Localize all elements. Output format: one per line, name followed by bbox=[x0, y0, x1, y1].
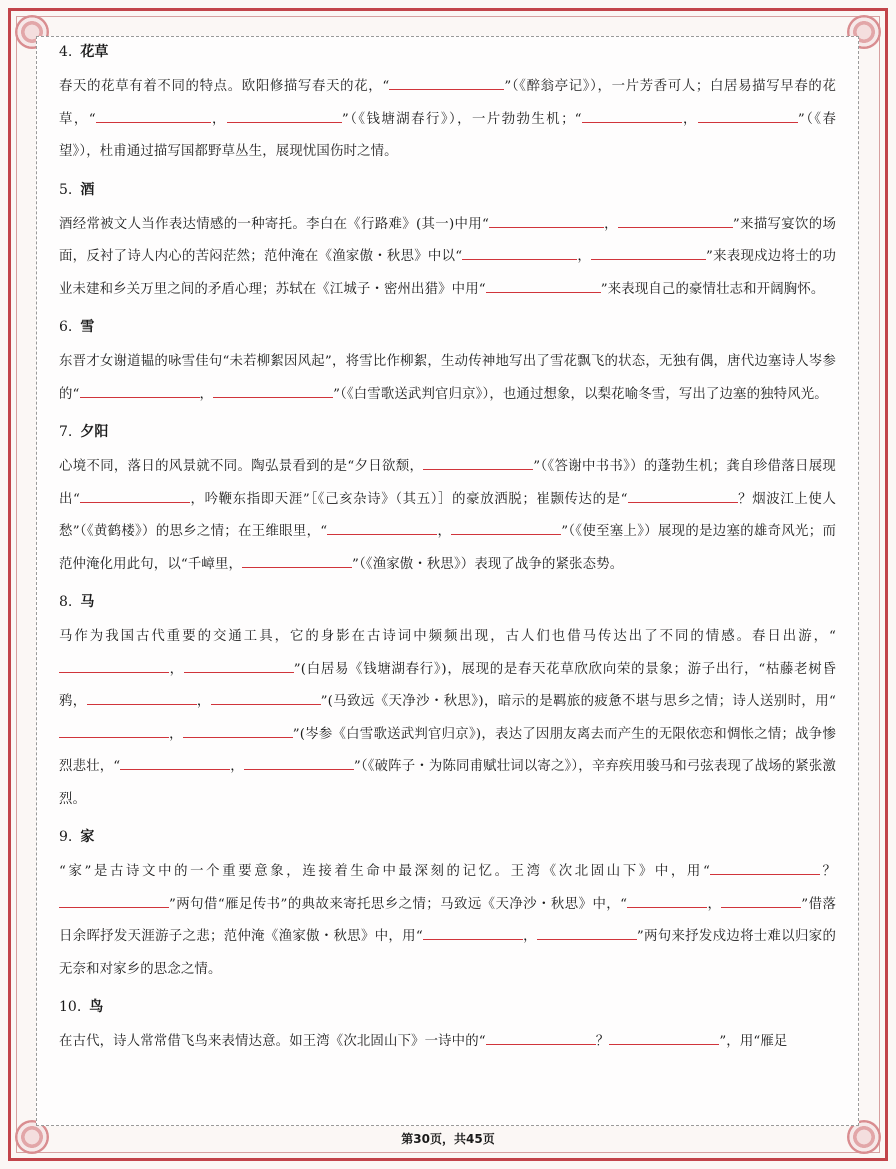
answer-blank[interactable] bbox=[120, 755, 230, 770]
answer-blank[interactable] bbox=[59, 893, 169, 908]
answer-blank[interactable] bbox=[609, 1030, 719, 1045]
answer-blank[interactable] bbox=[710, 860, 820, 875]
section-bird bbox=[59, 996, 836, 1059]
answer-blank[interactable] bbox=[537, 925, 637, 940]
answer-blank[interactable] bbox=[698, 108, 798, 123]
answer-blank[interactable] bbox=[582, 108, 682, 123]
answer-blank[interactable] bbox=[591, 245, 706, 260]
question-paragraph: 马作为我国古代重要的交通工具，它的身影在古诗词中频频出现，古人们也借马传达出了不同的情感。春日出游，“， ”(白居易《钱塘湖春行》)，展现的是春天花草欣欣向荣的景象；游子出行，“枯藤老树昏鸦， ， ”(马致远《天净沙・秋思》)，暗示的是羁旅的疲惫不堪与思乡之情；诗人送别时，用“， ”(岑参《白雪歌送武判官归京》)，表达了因朋友离去而产生的无限依恋和惆怅之情；战争惨烈悲壮，“ ， ”（《破阵子・为陈同甫赋壮词以寄之》），辛弃疾用骏马和弓弦表现了战场的紧张激烈。 bbox=[59, 629, 836, 807]
answer-blank[interactable] bbox=[59, 658, 169, 673]
section-heading: 4. 花草 bbox=[59, 44, 109, 60]
answer-blank[interactable] bbox=[244, 755, 354, 770]
answer-blank[interactable] bbox=[183, 723, 293, 738]
section-snow bbox=[59, 316, 836, 411]
worksheet-content bbox=[36, 36, 859, 1126]
answer-blank[interactable] bbox=[213, 383, 333, 398]
answer-blank[interactable] bbox=[489, 213, 604, 228]
answer-blank[interactable] bbox=[627, 893, 707, 908]
answer-blank[interactable] bbox=[423, 455, 533, 470]
section-horse bbox=[59, 591, 836, 816]
section-heading: 5. 酒 bbox=[59, 181, 95, 198]
section-wine bbox=[59, 179, 836, 307]
answer-blank[interactable] bbox=[423, 925, 523, 940]
answer-blank[interactable] bbox=[59, 723, 169, 738]
section-heading: 7. 夕阳 bbox=[59, 424, 109, 440]
answer-blank[interactable] bbox=[721, 893, 801, 908]
answer-blank[interactable] bbox=[462, 245, 577, 260]
question-paragraph: “家”是古诗文中的一个重要意象，连接着生命中最深刻的记忆。王湾《次北固山下》中，用“ ？”两句借“雁足传书”的典故来寄托思乡之情；马致远《天净沙・秋思》中，“ ， ”借落日余晖抒发天涯游子之悲；范仲淹《渔家傲・秋思》中，用“ ， ”两句来抒发戍边将士难以归家的无奈和对家乡的思念之情。 bbox=[59, 856, 836, 986]
section-home bbox=[59, 826, 836, 986]
section-heading: 10. 鸟 bbox=[59, 999, 104, 1015]
question-paragraph: 心境不同，落日的风景就不同。陶弘景看到的是“夕日欲颓， ”（《答谢中书书》）的蓬勃生机；龚自珍借落日展现出“ ，吟鞭东指即天涯”［《己亥杂诗》（其五）］的豪放洒脱；崔颢传达的是“ ？烟波江上使人愁”（《黄鹤楼》）的思乡之情；在王维眼里，“ ， ”（《使至塞上》）展现的是边塞的雄奇风光；而范仲淹化用此句，以“千嶂里， ”（《渔家傲・秋思》）表现了战争的紧张态势。 bbox=[59, 451, 836, 581]
question-paragraph: 春天的花草有着不同的特点。欧阳修描写春天的花，“ ”（《醉翁亭记》），一片芳香可人；白居易描写早春的花草，“ ， ”（《钱塘湖春行》），一片勃勃生机；“ ， ”（《春望》），杜甫通过描写国都野草丛生，展现忧国伤时之情。 bbox=[59, 71, 836, 169]
answer-blank[interactable] bbox=[486, 1030, 596, 1045]
answer-blank[interactable] bbox=[184, 658, 294, 673]
answer-blank[interactable] bbox=[87, 690, 197, 705]
question-paragraph: 酒经常被文人当作表达情感的一种寄托。李白在《行路难》(其一)中用“ ， ”来描写宴饮的场面，反衬了诗人内心的苦闷茫然；范仲淹在《渔家傲・秋思》中以“ ， ”来表现戍边将士的功业未建和乡关万里之间的矛盾心理；苏轼在《江城子・密州出猎》中用“ ”来表现自己的豪情壮志和开阔胸怀。 bbox=[59, 209, 836, 307]
section-heading: 6. 雪 bbox=[59, 319, 95, 335]
answer-blank[interactable] bbox=[211, 690, 321, 705]
answer-blank[interactable] bbox=[80, 488, 190, 503]
answer-blank[interactable] bbox=[242, 553, 352, 568]
answer-blank[interactable] bbox=[628, 488, 738, 503]
answer-blank[interactable] bbox=[96, 108, 211, 123]
answer-blank[interactable] bbox=[327, 520, 437, 535]
answer-blank[interactable] bbox=[80, 383, 200, 398]
question-paragraph: 在古代，诗人常常借飞鸟来表情达意。如王湾《次北固山下》一诗中的“ ？ ”，用“雁足 bbox=[59, 1026, 836, 1059]
answer-blank[interactable] bbox=[618, 213, 733, 228]
answer-blank[interactable] bbox=[486, 278, 601, 293]
section-heading: 8. 马 bbox=[59, 594, 95, 610]
answer-blank[interactable] bbox=[389, 75, 504, 90]
answer-blank[interactable] bbox=[227, 108, 342, 123]
section-sunset bbox=[59, 421, 836, 581]
question-paragraph: 东晋才女谢道韫的咏雪佳句“未若柳絮因风起”，将雪比作柳絮，生动传神地写出了雪花飘飞的状态，无独有偶，唐代边塞诗人岑参的“ ， ”（《白雪歌送武判官归京》），也通过想象，以梨花喻冬雪，写出了边塞的独特风光。 bbox=[59, 354, 836, 402]
section-flowers-grass bbox=[59, 41, 836, 169]
page-number: 第30页，共45页 bbox=[401, 1132, 495, 1146]
section-heading: 9. 家 bbox=[59, 829, 95, 845]
answer-blank[interactable] bbox=[451, 520, 561, 535]
